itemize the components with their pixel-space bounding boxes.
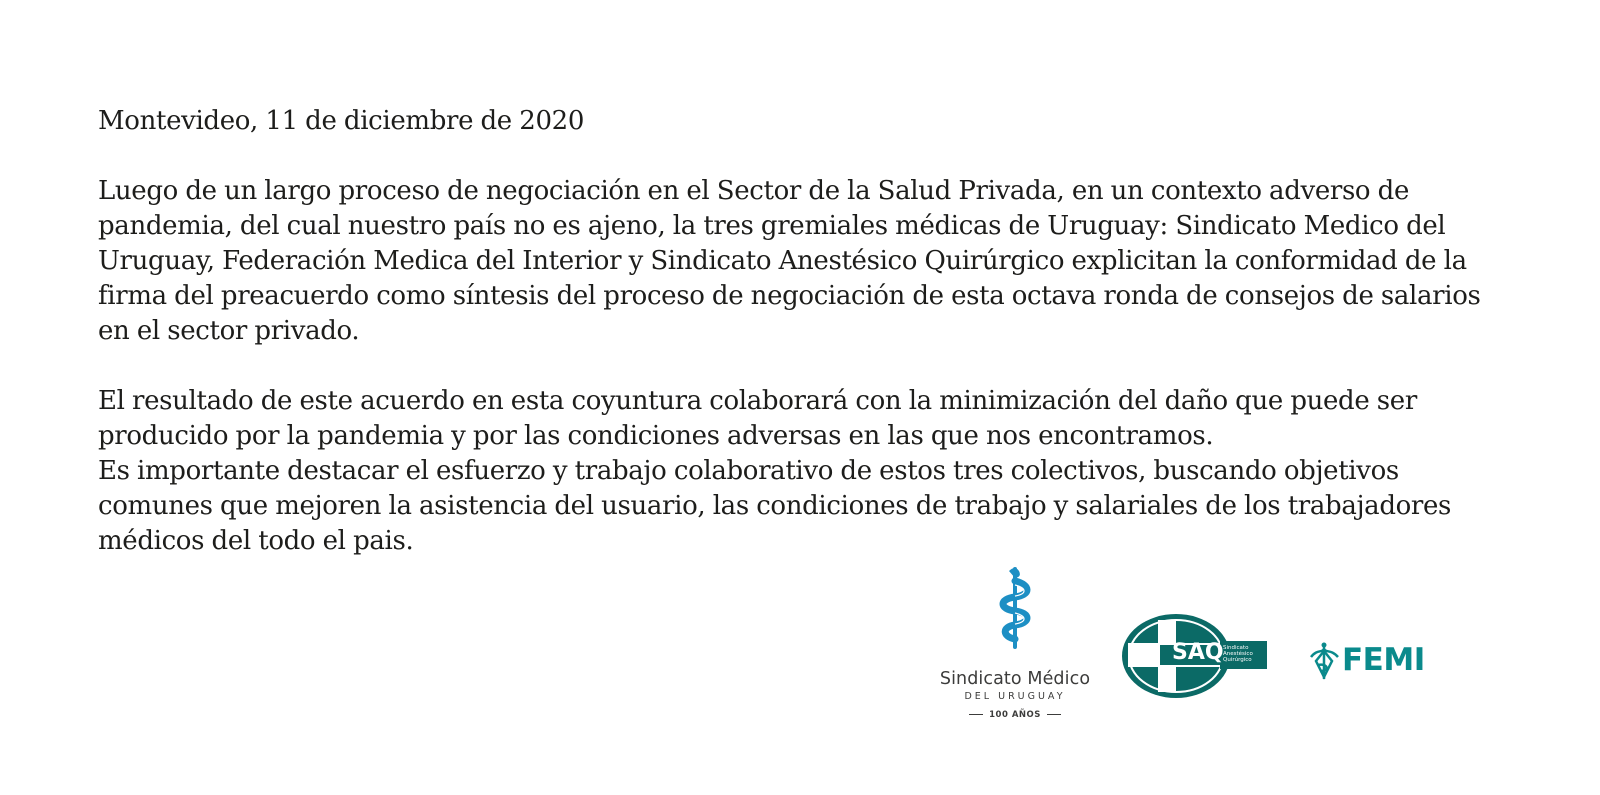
femi-caduceus-icon (1308, 641, 1342, 681)
divider (1047, 714, 1061, 715)
letter-date: Montevideo, 11 de diciembre de 2020 (98, 106, 585, 136)
divider (969, 714, 983, 715)
letter-paragraph-2: El resultado de este acuerdo en esta coyuntura colaborará con la minimización del daño que puede ser producido por la pandemia y por las condiciones adversas en las que nos encontramos. (98, 386, 1417, 451)
saq-name-line: Sindicato (1223, 645, 1249, 651)
letter-paragraph-1: Luego de un largo proceso de negociación en el Sector de la Salud Privada, en un contexto adverso de pandemia, del cual nuestro país no es ajeno, la tres gremiales médicas de Uruguay: Sindicato Medico del Uruguay, Federación Medica del Interior y Sindicato Anestésico Quirúrgico explicitan la conformidad de la firma del preacuerdo como síntesis del proceso de negociación de esta octava ronda de consejos de salarios en el sector privado. (98, 176, 1481, 346)
femi-lettering: FEMI (1342, 642, 1425, 678)
smu-name: Sindicato Médico (939, 669, 1091, 689)
caduceus-snake-icon (991, 565, 1039, 651)
saq-name-line: Anestésico (1223, 651, 1253, 657)
smu-anniversary-text: 100 AÑOS (989, 710, 1041, 720)
saq-lettering: SAQ (1172, 640, 1224, 665)
smu-country: DEL URUGUAY (964, 691, 1066, 702)
saq-full-name (1223, 645, 1253, 663)
saq-logo (1120, 611, 1270, 701)
letter-body (98, 104, 1518, 559)
saq-name-line: Quirúrgico (1223, 657, 1252, 663)
smu-anniversary (920, 710, 1110, 720)
femi-logo (1308, 641, 1478, 685)
letter-paragraph-3: Es importante destacar el esfuerzo y trabajo colaborativo de estos tres colectivos, buscando objetivos comunes que mejoren la asistencia del usuario, las condiciones de trabajo y salariales de los trabajadores médicos del todo el pais. (98, 456, 1452, 556)
signature-logos (920, 565, 1560, 735)
smu-logo (920, 565, 1110, 725)
